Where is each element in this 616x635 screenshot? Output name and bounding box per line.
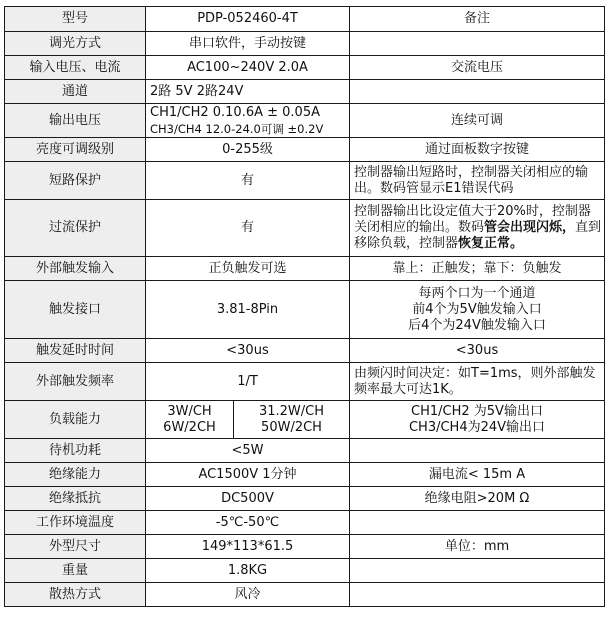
note-load bbox=[350, 401, 605, 439]
note-standby bbox=[350, 439, 605, 463]
load-5v-line2: 6W/2CH bbox=[163, 419, 216, 435]
value-brightness: 0-255级 bbox=[146, 138, 350, 162]
label-input: 输入电压、电流 bbox=[5, 56, 146, 80]
value-standby: <5W bbox=[146, 439, 350, 463]
note-weight bbox=[350, 559, 605, 583]
table-row bbox=[5, 7, 605, 32]
label-weight: 重量 bbox=[5, 559, 146, 583]
table-row bbox=[5, 439, 605, 463]
note-input: 交流电压 bbox=[350, 56, 605, 80]
note-dimming bbox=[350, 32, 605, 56]
note-trigger-delay: <30us bbox=[350, 339, 605, 363]
label-trigger-port: 触发接口 bbox=[5, 281, 146, 339]
value-input: AC100~240V 2.0A bbox=[146, 56, 350, 80]
table-row bbox=[5, 281, 605, 339]
label-insulation-resistance: 绝缘抵抗 bbox=[5, 487, 146, 511]
load-5v-line1: 3W/CH bbox=[167, 403, 212, 419]
note-brightness: 通过面板数字按键 bbox=[350, 138, 605, 162]
value-model: PDP-052460-4T bbox=[146, 7, 350, 32]
load-24v-line1: 31.2W/CH bbox=[258, 403, 325, 419]
table-row bbox=[5, 80, 605, 104]
value-dimensions: 149*113*61.5 bbox=[146, 535, 350, 559]
note-short-circuit: 控制器输出短路时，控制器关闭相应的输出。数码管显示E1错误代码 bbox=[350, 162, 605, 200]
table-row bbox=[5, 487, 605, 511]
note-dimensions: 单位：mm bbox=[350, 535, 605, 559]
table-row bbox=[5, 162, 605, 200]
label-overcurrent: 过流保护 bbox=[5, 200, 146, 257]
table-row bbox=[5, 401, 605, 439]
table-row bbox=[5, 257, 605, 281]
label-short-circuit: 短路保护 bbox=[5, 162, 146, 200]
note-overcurrent-bold1: 管会出现闪烁， bbox=[484, 220, 576, 235]
load-note2: CH3/CH4为24V输出口 bbox=[408, 419, 546, 435]
note-overcurrent-bold2: 恢复正常。 bbox=[458, 236, 524, 251]
note-channels bbox=[350, 80, 605, 104]
spec-table bbox=[4, 6, 605, 607]
table-row bbox=[5, 200, 605, 257]
load-note1: CH1/CH2 为5V输出口 bbox=[411, 403, 543, 419]
note-trigger-port bbox=[350, 281, 605, 339]
note-insulation: 漏电流< 15m A bbox=[350, 463, 605, 487]
value-ext-trigger: 正负触发可选 bbox=[146, 257, 350, 281]
label-output-voltage: 输出电压 bbox=[5, 104, 146, 138]
load-24v-line2: 50W/2CH bbox=[261, 419, 322, 435]
note-temperature bbox=[350, 511, 605, 535]
table-row bbox=[5, 583, 605, 607]
table-row bbox=[5, 104, 605, 138]
value-load-5v bbox=[146, 401, 234, 439]
label-dimensions: 外型尺寸 bbox=[5, 535, 146, 559]
label-dimming: 调光方式 bbox=[5, 32, 146, 56]
output-voltage-line1: CH1/CH2 0.10.6A ± 0.05A bbox=[150, 104, 320, 120]
trigger-port-note3: 后4个为24V触发输入口 bbox=[408, 317, 546, 333]
note-insulation-resistance: 绝缘电阻>20M Ω bbox=[350, 487, 605, 511]
value-trigger-delay: <30us bbox=[146, 339, 350, 363]
value-trigger-freq: 1/T bbox=[146, 363, 350, 401]
label-trigger-delay: 触发延时时间 bbox=[5, 339, 146, 363]
label-standby: 待机功耗 bbox=[5, 439, 146, 463]
value-overcurrent: 有 bbox=[146, 200, 350, 257]
value-dimming: 串口软件，手动按键 bbox=[146, 32, 350, 56]
note-overcurrent bbox=[350, 200, 605, 257]
label-temperature: 工作环境温度 bbox=[5, 511, 146, 535]
label-ext-trigger: 外部触发输入 bbox=[5, 257, 146, 281]
value-load-24v bbox=[234, 401, 350, 439]
value-temperature: -5℃-50℃ bbox=[146, 511, 350, 535]
trigger-port-note2: 前4个为5V触发输入口 bbox=[412, 301, 542, 317]
value-channels: 2路 5V 2路24V bbox=[146, 80, 350, 104]
label-channels: 通道 bbox=[5, 80, 146, 104]
note-trigger-freq: 由频闪时间决定：如T=1ms，则外部触发频率最大可达1K。 bbox=[350, 363, 605, 401]
value-short-circuit: 有 bbox=[146, 162, 350, 200]
value-output-voltage bbox=[146, 104, 350, 138]
table-row bbox=[5, 56, 605, 80]
table-row bbox=[5, 363, 605, 401]
trigger-port-note1: 每两个口为一个通道 bbox=[418, 285, 536, 301]
value-weight: 1.8KG bbox=[146, 559, 350, 583]
note-output-voltage: 连续可调 bbox=[350, 104, 605, 138]
table-row bbox=[5, 32, 605, 56]
label-trigger-freq: 外部触发频率 bbox=[5, 363, 146, 401]
header-note: 备注 bbox=[350, 7, 605, 32]
note-overcurrent-text1: 控制器输出比设定值大于20%时，控制器关闭相应的输出。数码 bbox=[354, 204, 591, 235]
note-overcurrent-text2: 直到移除负载，控制器 bbox=[354, 220, 602, 251]
table-row bbox=[5, 138, 605, 162]
value-cooling: 风冷 bbox=[146, 583, 350, 607]
note-cooling bbox=[350, 583, 605, 607]
table-row bbox=[5, 511, 605, 535]
note-ext-trigger: 靠上：正触发；靠下：负触发 bbox=[350, 257, 605, 281]
table-row bbox=[5, 339, 605, 363]
table-row bbox=[5, 463, 605, 487]
label-brightness: 亮度可调级别 bbox=[5, 138, 146, 162]
label-model: 型号 bbox=[5, 7, 146, 32]
value-insulation-resistance: DC500V bbox=[146, 487, 350, 511]
value-trigger-port: 3.81-8Pin bbox=[146, 281, 350, 339]
output-voltage-line2: CH3/CH4 12.0-24.0可调 ±0.2V bbox=[150, 121, 324, 136]
table-row bbox=[5, 535, 605, 559]
label-load: 负载能力 bbox=[5, 401, 146, 439]
label-cooling: 散热方式 bbox=[5, 583, 146, 607]
table-row bbox=[5, 559, 605, 583]
label-insulation: 绝缘能力 bbox=[5, 463, 146, 487]
value-insulation: AC1500V 1分钟 bbox=[146, 463, 350, 487]
